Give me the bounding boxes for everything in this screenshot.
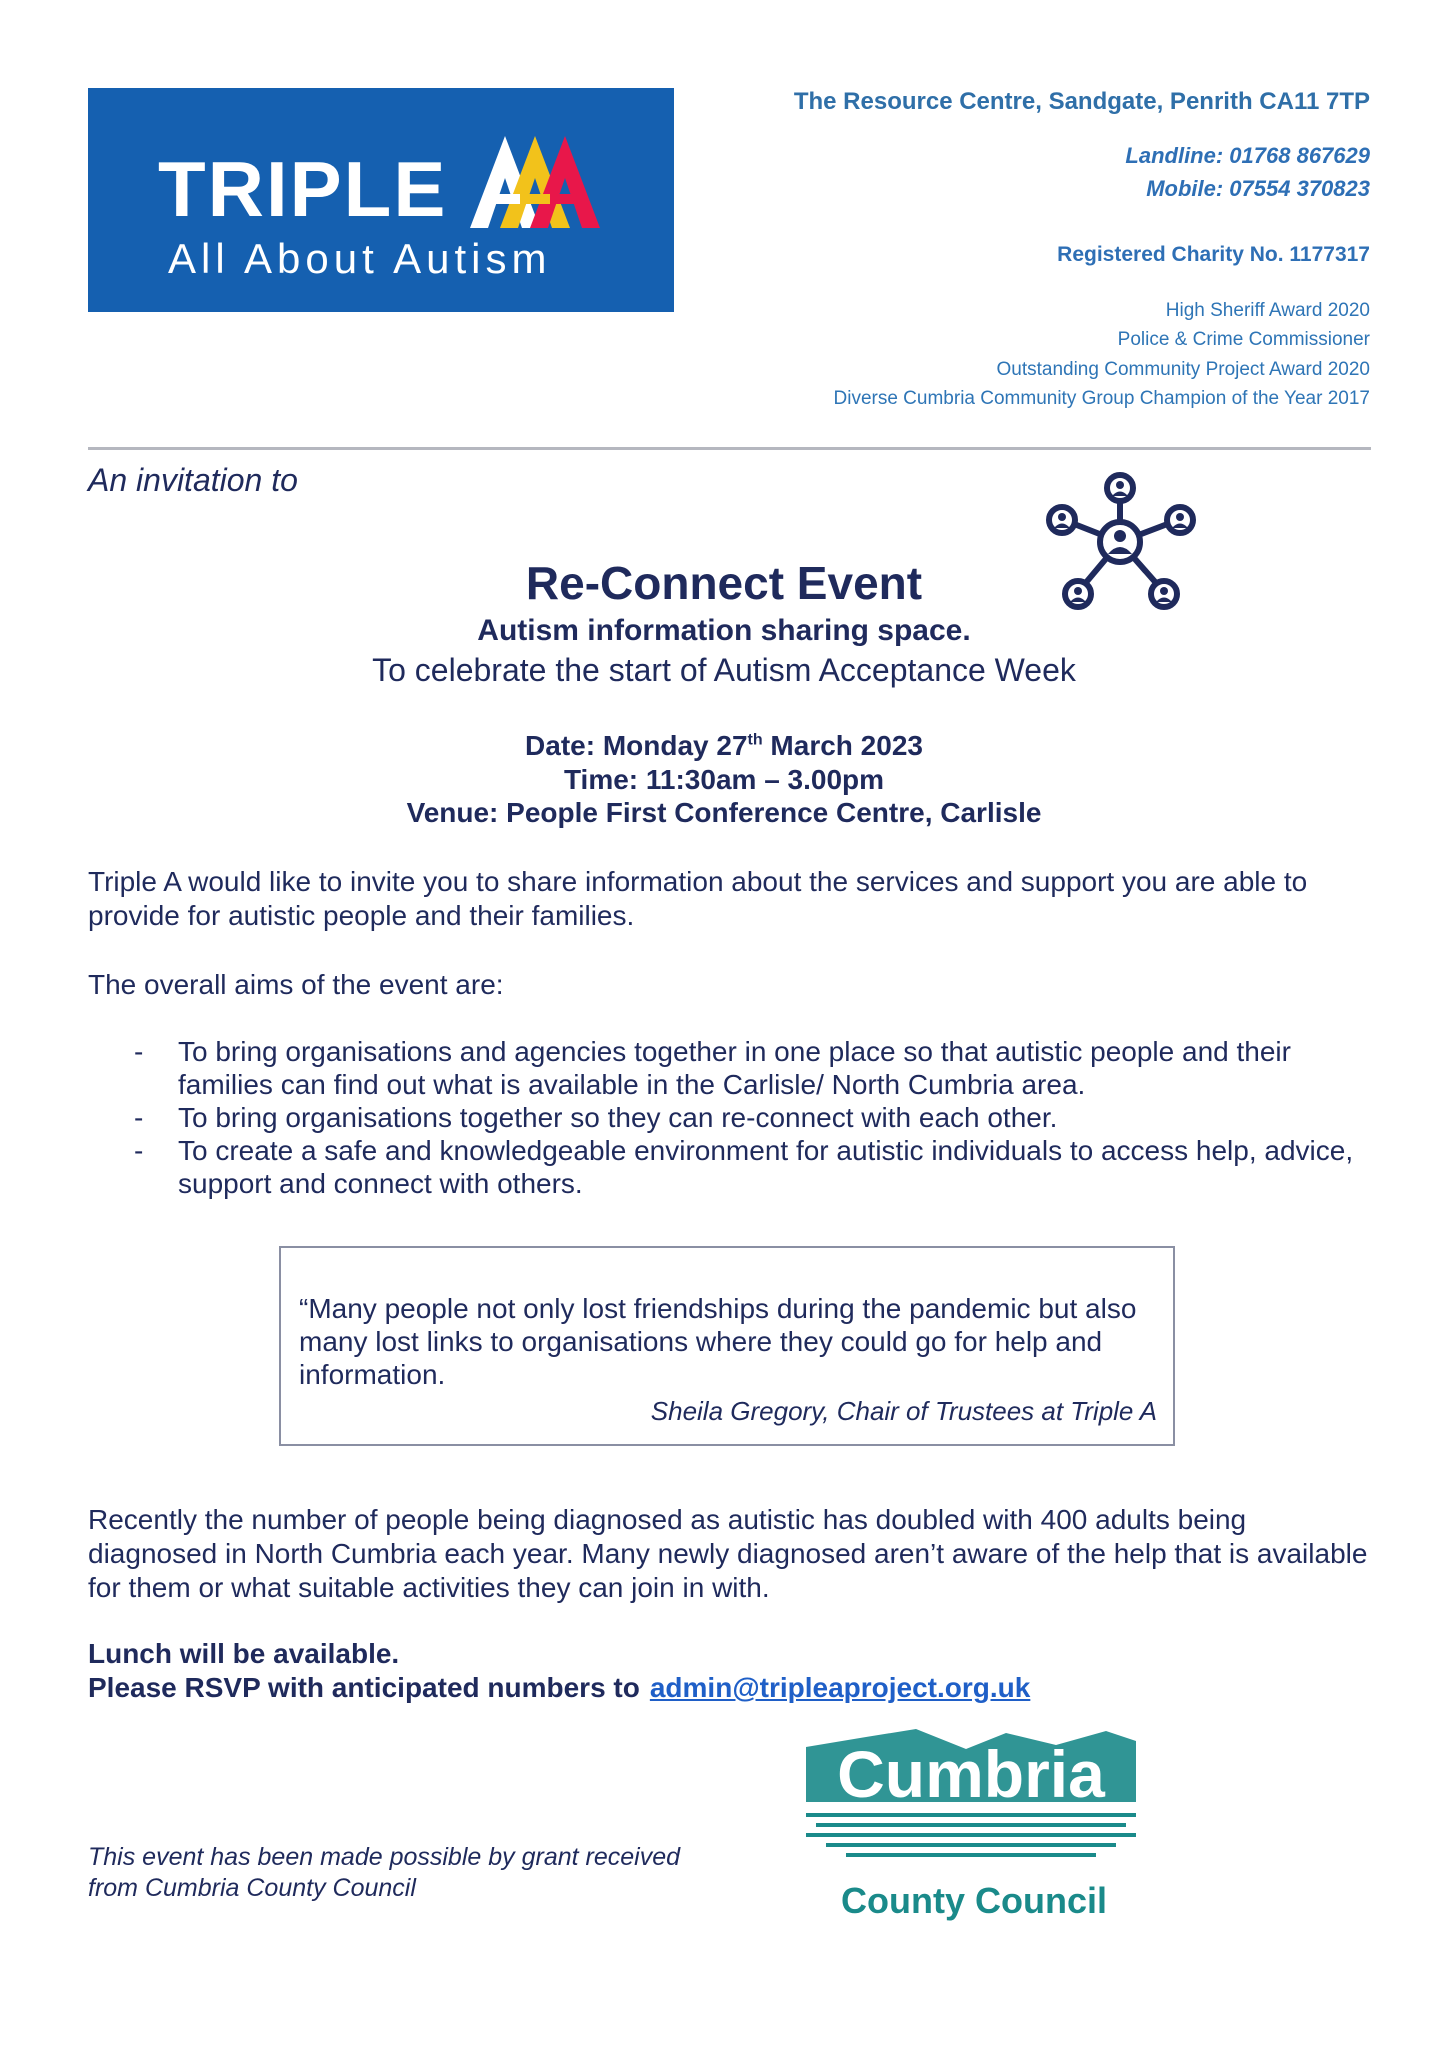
lunch-note: Lunch will be available.	[88, 1638, 400, 1669]
award-item: Diverse Cumbria Community Group Champion of the Year 2017	[833, 388, 1370, 409]
invitation-text: An invitation to	[88, 462, 298, 498]
award-item: Police & Crime Commissioner	[1117, 329, 1370, 350]
logo-subtitle: All About Autism	[168, 235, 552, 282]
quote-text: “Many people not only lost friendships during the pandemic but also many lost links to organisations where they could go for help and information.	[299, 1293, 1137, 1390]
svg-text:Cumbria: Cumbria	[837, 1737, 1105, 1811]
aims-list	[88, 1035, 1388, 1200]
intro-paragraph: Triple A would like to invite you to share information about the services and support you are able to provide for autistic people and their families.	[88, 866, 1308, 931]
cumbria-council-logo	[806, 1727, 1136, 1927]
quote-author: Sheila Gregory, Chair of Trustees at Triple A	[650, 1396, 1157, 1426]
logo-title: TRIPLE	[158, 145, 448, 233]
event-subtitle: Autism information sharing space.	[477, 614, 971, 647]
grant-footnote: This event has been made possible by grant received from Cumbria County Council	[88, 1843, 681, 1902]
event-venue: Venue: People First Conference Centre, Carlisle	[406, 797, 1042, 828]
svg-text:County Council: County Council	[841, 1880, 1107, 1921]
event-time: Time: 11:30am – 3.00pm	[563, 764, 885, 795]
award-item: High Sheriff Award 2020	[1165, 300, 1370, 321]
rsvp-email-link[interactable]: admin@tripleaproject.org.uk	[649, 1672, 1031, 1703]
award-item: Outstanding Community Project Award 2020	[996, 359, 1370, 380]
aim-item: - To create a safe and knowledgeable environment for autistic individuals to access help, advice, support and connect with others.	[88, 1134, 1388, 1200]
event-title: Re-Connect Event	[525, 557, 923, 609]
triple-a-logo	[88, 88, 674, 312]
address: The Resource Centre, Sandgate, Penrith CA11 7TP	[793, 88, 1370, 115]
header-divider	[88, 447, 1371, 450]
stats-paragraph: Recently the number of people being diagnosed as autistic has doubled with 400 adults being diagnosed in North Cumbria each year. Many newly diagnosed aren’t aware of the help that is available for them or what suitable activities they can join in with.	[88, 1504, 1368, 1603]
rsvp-line	[88, 1671, 1378, 1705]
event-date: Date: Monday 27th March 2023	[525, 730, 923, 761]
landline: Landline: 01768 867629	[1125, 143, 1370, 168]
aim-item: - To bring organisations and agencies together in one place so that autistic people and their families can find out what is available in the Carlisle/ North Cumbria area.	[88, 1035, 1388, 1101]
triple-a-letters-icon	[460, 128, 610, 238]
quote-box	[279, 1246, 1175, 1446]
aims-heading: The overall aims of the event are:	[88, 969, 504, 1000]
rsvp-text: Please RSVP with anticipated numbers to	[88, 1672, 640, 1703]
aim-item: - To bring organisations together so they can re-connect with each other.	[88, 1101, 1388, 1134]
event-tagline: To celebrate the start of Autism Acceptance Week	[372, 652, 1076, 688]
charity-number: Registered Charity No. 1177317	[1057, 243, 1370, 266]
mobile: Mobile: 07554 370823	[1146, 176, 1370, 201]
